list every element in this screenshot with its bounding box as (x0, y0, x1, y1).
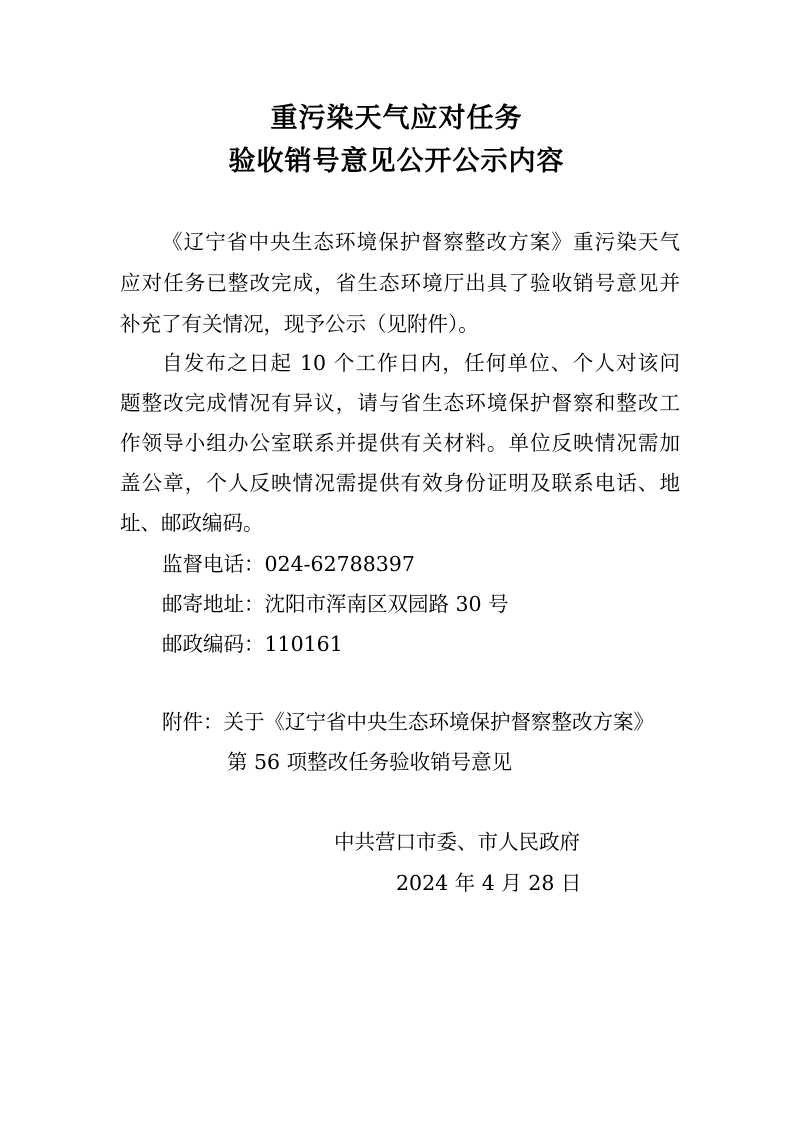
document-title-line-2: 验收销号意见公开公示内容 (228, 146, 565, 177)
paragraph-2-line-5: 址、邮政编码。 (120, 511, 264, 535)
paragraph-2-line-3: 作领导小组办公室联系并提供有关材料。单位反映情况需加 (120, 431, 680, 455)
paragraph-2-line-4: 盖公章，个人反映情况需提供有效身份证明及联系电话、地 (120, 471, 680, 495)
paragraph-1-line-2: 应对任务已整改完成，省生态环境厅出具了验收销号意见并 (120, 271, 680, 295)
issuing-authority: 中共营口市委、市人民政府 (334, 830, 580, 854)
paragraph-2-line-1: 自发布之日起 10 个工作日内，任何单位、个人对该问 (162, 351, 680, 375)
supervision-phone: 监督电话：024-62788397 (162, 552, 415, 576)
mailing-address: 邮寄地址：沈阳市浑南区双园路 30 号 (162, 592, 509, 616)
paragraph-1-line-1: 《辽宁省中央生态环境保护督察整改方案》重污染天气 (162, 230, 680, 254)
document-title-line-1: 重污染天气应对任务 (270, 103, 523, 134)
issue-date: 2024 年 4 月 28 日 (396, 871, 582, 895)
paragraph-2-line-2: 题整改完成情况有异议，请与省生态环境保护督察和整改工 (120, 391, 680, 415)
attachment-line-2: 第 56 项整改任务验收销号意见 (227, 750, 513, 774)
attachment-line-1: 附件：关于《辽宁省中央生态环境保护督察整改方案》 (162, 710, 654, 734)
paragraph-1-line-3: 补充了有关情况，现予公示（见附件）。 (120, 312, 479, 336)
postal-code: 邮政编码：110161 (162, 632, 343, 656)
